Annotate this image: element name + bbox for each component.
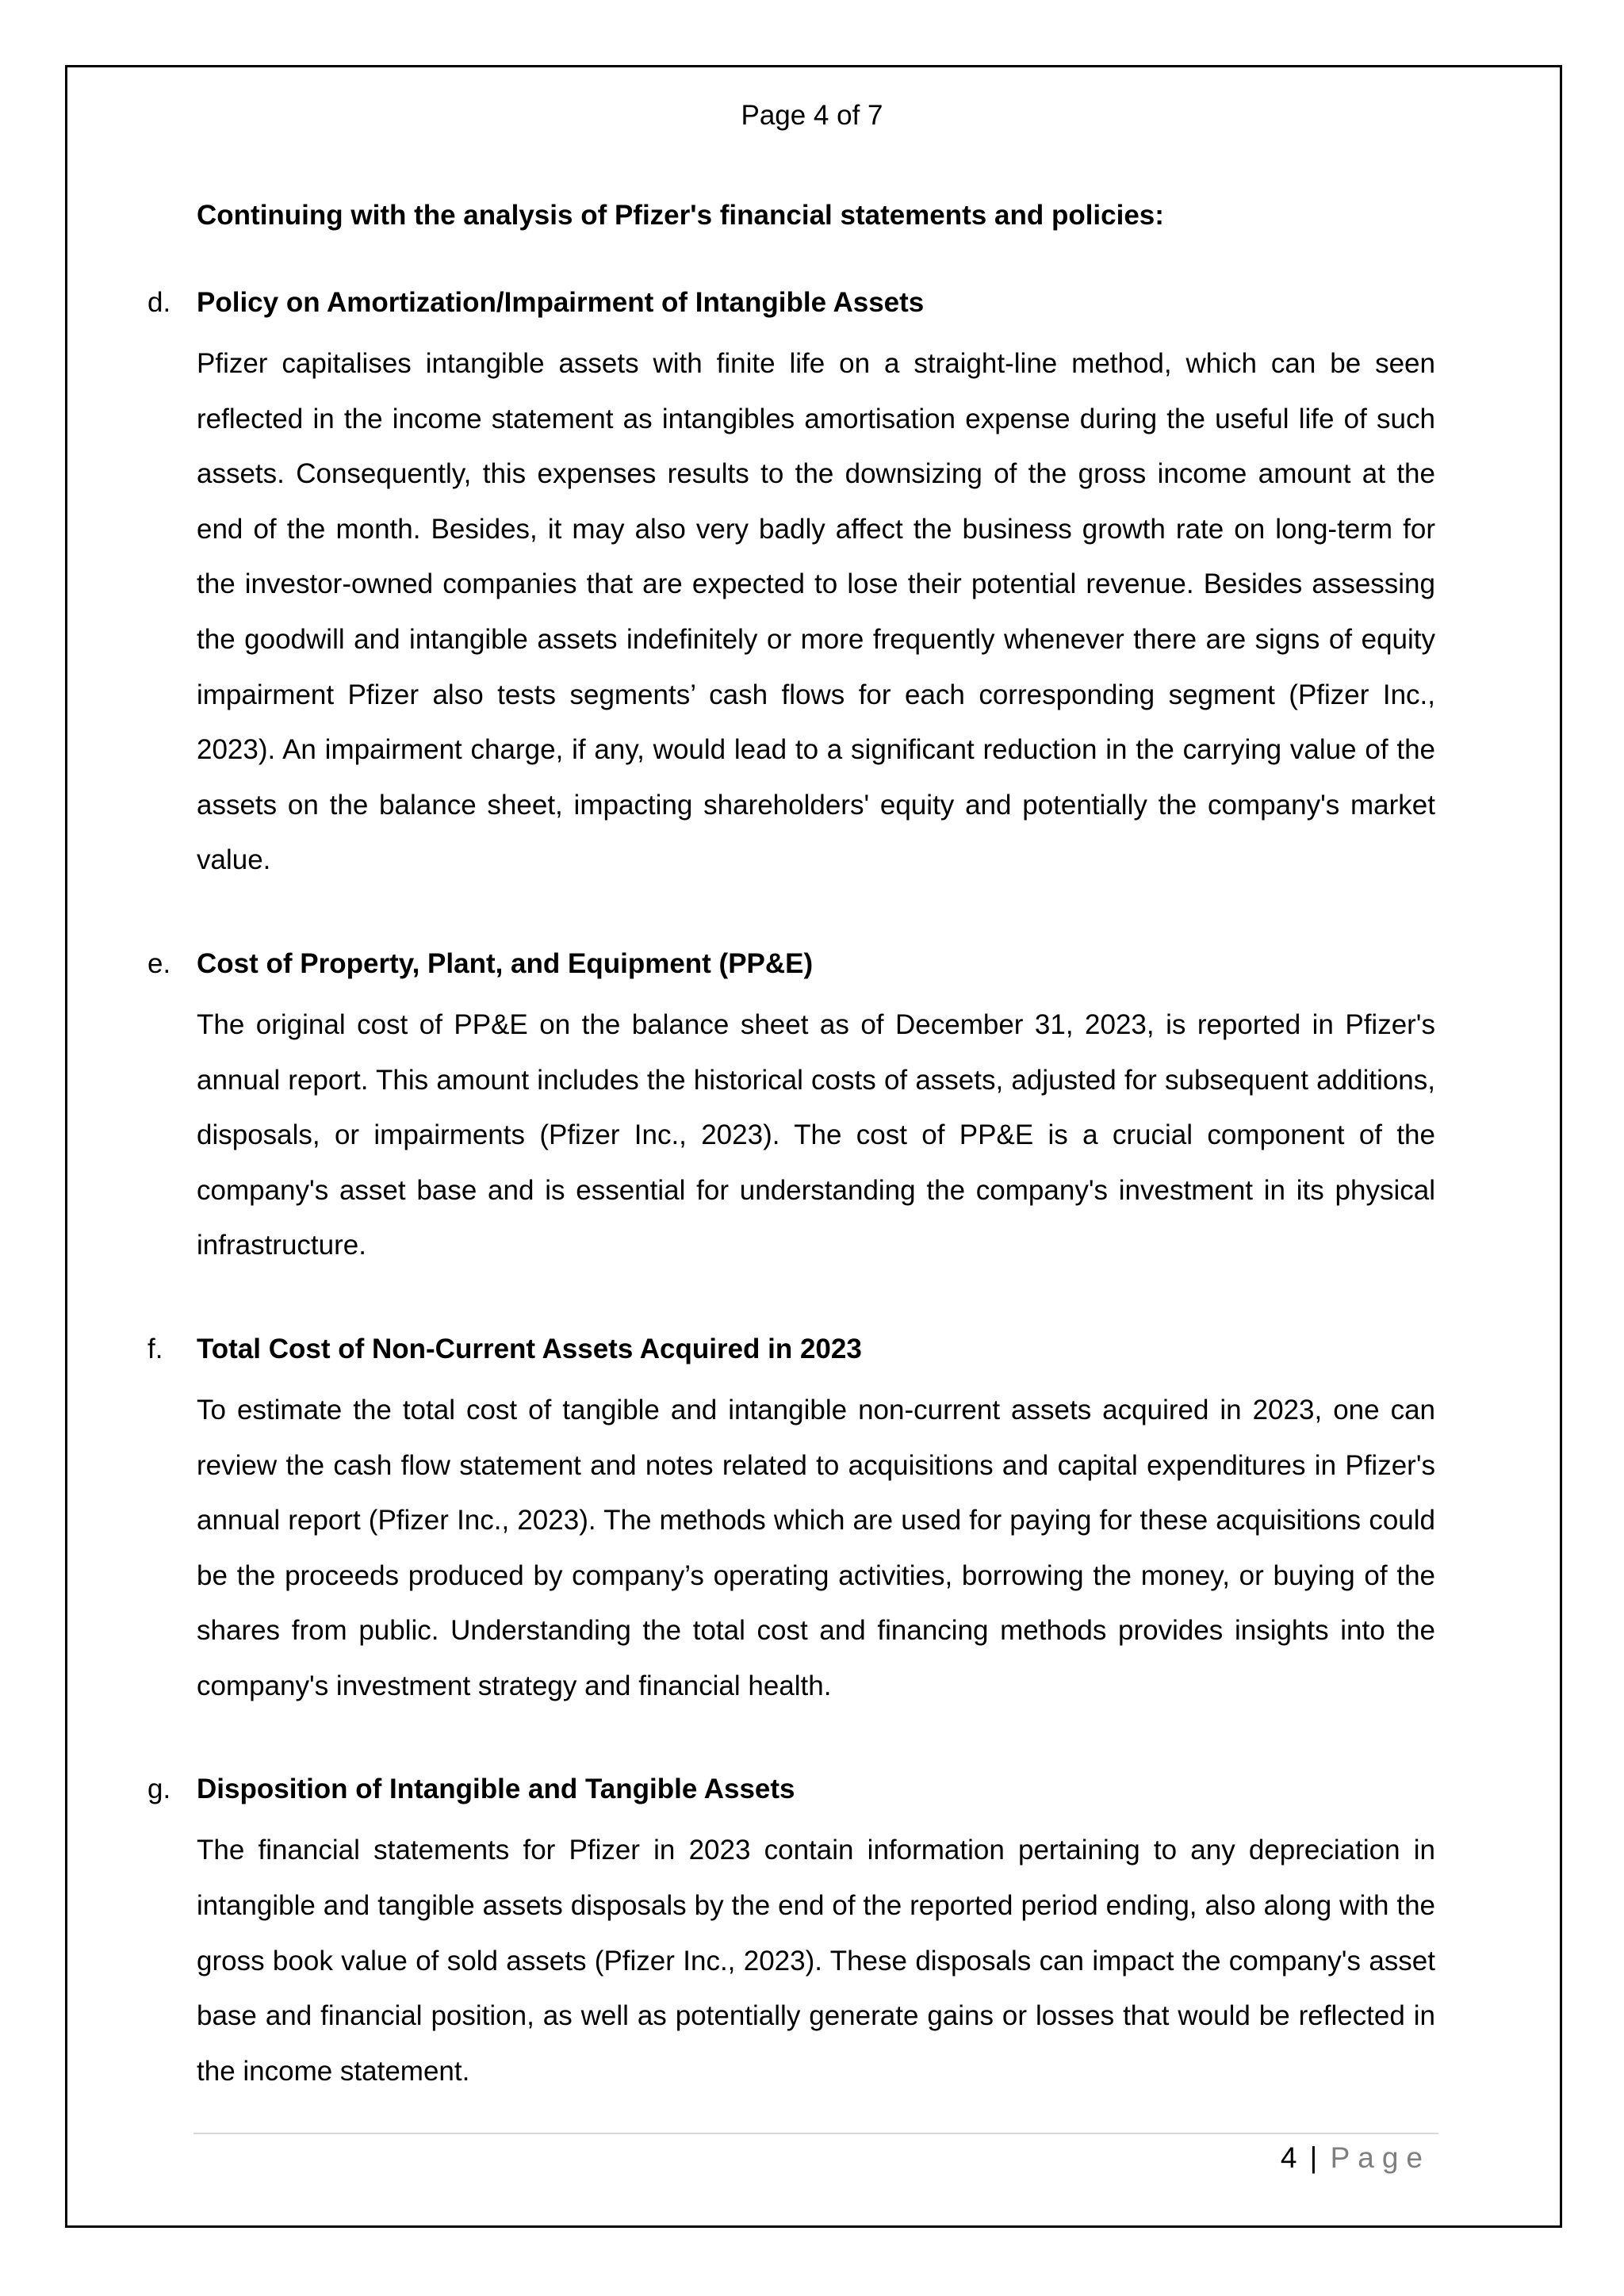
section-e [147, 942, 1435, 1273]
section-f [147, 1327, 1435, 1714]
intro-paragraph: Continuing with the analysis of Pfizer's financial statements and policies: [197, 200, 1164, 231]
section-heading: Total Cost of Non-Current Assets Acquired in 2023 [197, 1333, 862, 1364]
section-heading: Policy on Amortization/Impairment of Intangible Assets [197, 287, 925, 318]
section-body: The original cost of PP&E on the balance sheet as of December 31, 2023, is reported in Pfizer's annual report. This amount includes the historical costs of assets, adjusted for subsequent additions, disposals, or impairments (Pfizer Inc., 2023). The cost of PP&E is a crucial component of the company's asset base and is essential for understanding the company's investment in its physical infrastructure. [197, 1008, 1435, 1261]
section-marker: e. [147, 947, 171, 979]
section-g [147, 1767, 1435, 2099]
document-body [147, 193, 1435, 2152]
footer-separator: | [1309, 2141, 1318, 2174]
section-marker: g. [147, 1774, 171, 1805]
section-d [147, 281, 1435, 888]
page-header: Page 4 of 7 [741, 100, 883, 131]
section-heading: Cost of Property, Plant, and Equipment (PP&E) [197, 947, 814, 979]
footer-page-word: Page [1330, 2141, 1431, 2174]
footer-page-number: 4 [1280, 2141, 1297, 2174]
section-body: Pfizer capitalises intangible assets with finite life on a straight-line method, which can be seen reflected in the income statement as intangibles amortisation expense during the useful life of such assets. Consequently, this expenses results to the downsizing of the gross income amount at the end of the month. Besides, it may also very badly affect the business growth rate on long-term for the investor-owned companies that are expected to lose their potential revenue. Besides assessing the goodwill and intangible assets indefinitely or more frequently whenever there are signs of equity impairment Pfizer also tests segments’ cash flows for each corresponding segment (Pfizer Inc., 2023). An impairment charge, if any, would lead to a significant reduction in the carrying value of the assets on the balance sheet, impacting shareholders' equity and potentially the company's market value. [197, 348, 1435, 876]
section-marker: d. [147, 287, 171, 318]
section-body: To estimate the total cost of tangible and intangible non-current assets acquired in 2023, one can review the cash flow statement and notes related to acquisitions and capital expenditures in Pfizer's annual report (Pfizer Inc., 2023). The methods which are used for paying for these acquisitions could be the proceeds produced by company’s operating activities, borrowing the money, or buying of the shares from public. Understanding the total cost and financing methods provides insights into the company's investment strategy and financial health. [197, 1394, 1435, 1701]
section-body: The financial statements for Pfizer in 2023 contain information pertaining to any depreciation in intangible and tangible assets disposals by the end of the reported period ending, also along with the gross book value of sold assets (Pfizer Inc., 2023). These disposals can impact the company's asset base and financial position, as well as potentially generate gains or losses that would be reflected in the income statement. [197, 1835, 1435, 2087]
page-footer [1281, 2139, 1431, 2177]
section-heading: Disposition of Intangible and Tangible Assets [197, 1774, 795, 1805]
section-marker: f. [147, 1333, 163, 1364]
footer-divider [193, 2133, 1438, 2134]
